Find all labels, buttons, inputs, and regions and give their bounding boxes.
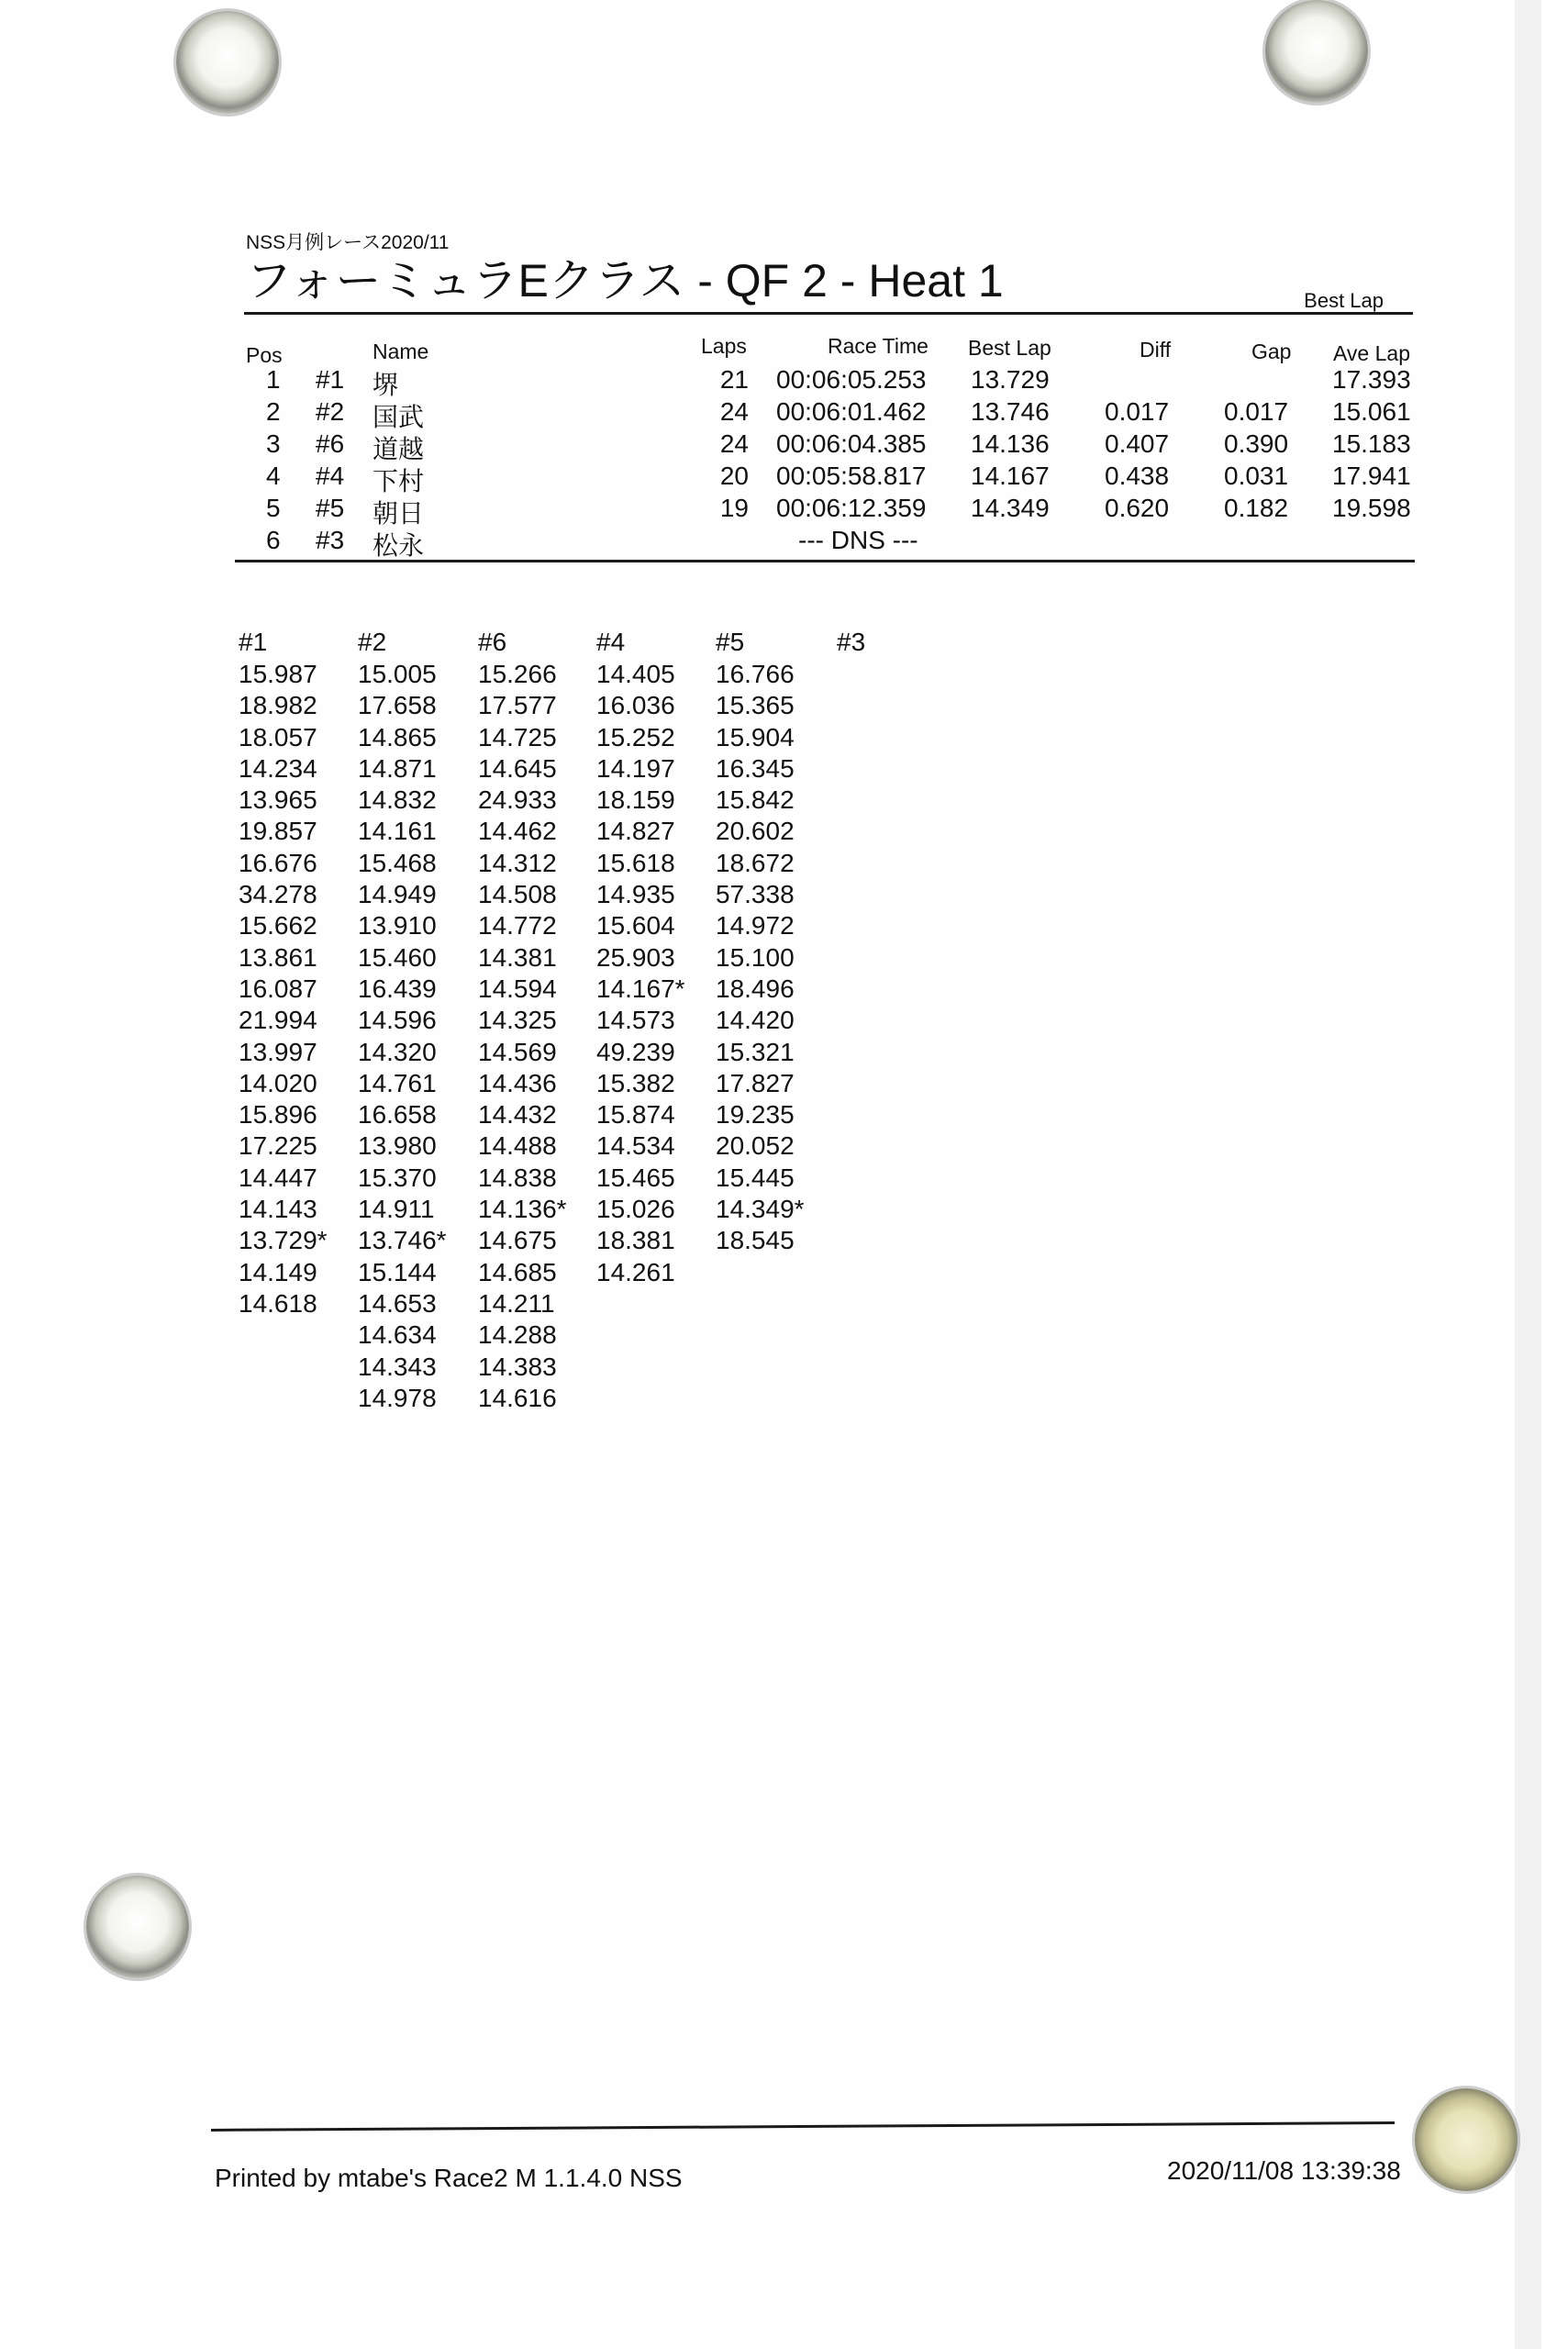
lap-time: 13.861 bbox=[239, 942, 317, 972]
result-race-time: 00:05:58.817 bbox=[776, 462, 927, 490]
lap-time: 15.604 bbox=[596, 911, 675, 941]
result-diff: 0.438 bbox=[1105, 462, 1170, 490]
result-laps: 24 bbox=[719, 397, 749, 426]
lap-time: 15.252 bbox=[596, 722, 675, 751]
result-no: #5 bbox=[316, 494, 345, 522]
lap-time: 16.439 bbox=[358, 974, 437, 1003]
lap-time: 16.345 bbox=[716, 753, 795, 783]
lap-column bbox=[358, 628, 447, 1414]
lap-time: 14.871 bbox=[358, 753, 437, 783]
col-race-time: Race Time bbox=[828, 334, 929, 358]
lap-time: 16.658 bbox=[358, 1100, 437, 1130]
lap-time: 14.436 bbox=[478, 1068, 557, 1097]
event-name: NSS月例レース2020/11 bbox=[246, 232, 450, 253]
magnet-top-left bbox=[176, 11, 279, 114]
footer-rule bbox=[211, 2121, 1395, 2132]
lap-time: 18.672 bbox=[716, 848, 795, 877]
lap-time: 14.343 bbox=[358, 1352, 437, 1381]
lap-time: 17.577 bbox=[478, 691, 557, 720]
paper-edge bbox=[1515, 0, 1541, 2349]
lap-time: 14.596 bbox=[358, 1006, 437, 1035]
result-best-lap: 14.136 bbox=[971, 429, 1050, 458]
lap-time: 15.365 bbox=[716, 691, 795, 720]
result-best-lap: 14.349 bbox=[971, 494, 1050, 522]
lap-time: 14.685 bbox=[478, 1257, 557, 1286]
result-ave-lap: 19.598 bbox=[1332, 494, 1411, 522]
magnet-bottom-left bbox=[86, 1876, 189, 1978]
result-ave-lap: 15.183 bbox=[1332, 429, 1411, 458]
lap-time: 18.496 bbox=[716, 974, 795, 1003]
lap-time: 15.460 bbox=[358, 942, 437, 972]
lap-time: 14.616 bbox=[478, 1383, 557, 1412]
lap-time: 14.534 bbox=[596, 1131, 675, 1161]
lap-time: 18.159 bbox=[596, 785, 675, 815]
lap-time: 20.602 bbox=[716, 817, 795, 846]
lap-time: 14.865 bbox=[358, 722, 437, 751]
lap-time: 15.370 bbox=[358, 1163, 437, 1192]
result-pos: 4 bbox=[266, 462, 281, 490]
lap-time: 17.658 bbox=[358, 691, 437, 720]
result-no: #1 bbox=[316, 365, 345, 394]
lap-time: 14.488 bbox=[478, 1131, 557, 1161]
result-name: 道越 bbox=[373, 435, 425, 463]
lap-time: 49.239 bbox=[596, 1037, 675, 1066]
lap-time: 16.036 bbox=[596, 691, 675, 720]
result-laps: 19 bbox=[719, 494, 749, 522]
lap-time: 15.874 bbox=[596, 1100, 675, 1130]
col-ave-lap: Ave Lap bbox=[1333, 341, 1410, 365]
lap-column-car: #2 bbox=[358, 628, 387, 656]
lap-time: 14.838 bbox=[478, 1163, 557, 1192]
lap-column-car: #3 bbox=[837, 628, 866, 656]
col-diff: Diff bbox=[1140, 338, 1172, 362]
lap-column-car: #1 bbox=[239, 628, 268, 656]
result-name: 朝日 bbox=[373, 499, 425, 528]
result-name: 下村 bbox=[373, 467, 425, 495]
result-pos: 2 bbox=[266, 397, 281, 426]
lap-time: 14.312 bbox=[478, 848, 557, 877]
best-lap-header: Best Lap bbox=[1304, 289, 1384, 312]
result-no: #4 bbox=[316, 462, 345, 490]
lap-time: 14.972 bbox=[716, 911, 795, 941]
lap-time: 18.982 bbox=[239, 691, 317, 720]
result-name: 堺 bbox=[373, 371, 399, 399]
result-ave-lap: 17.941 bbox=[1332, 462, 1411, 490]
result-diff: 0.620 bbox=[1105, 494, 1170, 522]
result-laps: 24 bbox=[719, 429, 749, 458]
lap-column bbox=[478, 628, 567, 1414]
lap-time: 18.381 bbox=[596, 1226, 675, 1255]
result-pos: 1 bbox=[266, 365, 281, 394]
lap-time: 21.994 bbox=[239, 1006, 317, 1035]
lap-time: 18.057 bbox=[239, 722, 317, 751]
lap-time: 14.911 bbox=[358, 1195, 435, 1224]
lap-column-car: #6 bbox=[478, 628, 507, 656]
lap-time: 17.225 bbox=[239, 1131, 317, 1161]
lap-time: 14.149 bbox=[239, 1257, 317, 1286]
lap-time: 18.545 bbox=[716, 1226, 795, 1255]
lap-time: 14.594 bbox=[478, 974, 557, 1003]
result-ave-lap: 17.393 bbox=[1332, 365, 1411, 394]
lap-time: 14.197 bbox=[596, 753, 675, 783]
lap-time: 14.447 bbox=[239, 1163, 317, 1192]
lap-time: 14.288 bbox=[478, 1320, 557, 1350]
result-pos: 3 bbox=[266, 429, 281, 458]
lap-time: 14.462 bbox=[478, 817, 557, 846]
lap-time: 13.997 bbox=[239, 1037, 317, 1066]
lap-time: 34.278 bbox=[239, 880, 317, 909]
lap-time: 14.143 bbox=[239, 1195, 317, 1224]
lap-time: 15.100 bbox=[716, 942, 795, 972]
result-gap: 0.390 bbox=[1224, 429, 1289, 458]
lap-column bbox=[837, 628, 865, 659]
lap-time: 16.676 bbox=[239, 848, 317, 877]
lap-column-car: #4 bbox=[596, 628, 626, 656]
lap-time: 15.321 bbox=[716, 1037, 795, 1066]
magnet-top-right bbox=[1265, 0, 1368, 103]
lap-time: 14.573 bbox=[596, 1006, 675, 1035]
lap-time: 15.266 bbox=[478, 660, 557, 688]
lap-time: 14.675 bbox=[478, 1226, 557, 1255]
lap-time: 19.235 bbox=[716, 1100, 795, 1130]
result-name: 国武 bbox=[373, 403, 425, 431]
result-no: #6 bbox=[316, 429, 345, 458]
lap-time: 14.432 bbox=[478, 1100, 557, 1130]
lap-time: 14.167* bbox=[596, 974, 685, 1003]
lap-time: 15.904 bbox=[716, 722, 795, 751]
lap-column bbox=[716, 628, 805, 1257]
lap-time: 14.645 bbox=[478, 753, 557, 783]
lap-time: 15.382 bbox=[596, 1068, 675, 1097]
lap-time: 17.827 bbox=[716, 1068, 795, 1097]
result-best-lap: 13.746 bbox=[971, 397, 1050, 426]
lap-time: 19.857 bbox=[239, 817, 317, 846]
result-pos: 6 bbox=[266, 526, 281, 554]
lap-time: 13.746* bbox=[358, 1226, 447, 1255]
result-diff: 0.017 bbox=[1105, 397, 1170, 426]
lap-time: 15.465 bbox=[596, 1163, 675, 1192]
lap-time: 14.136* bbox=[478, 1195, 567, 1224]
lap-time: 14.772 bbox=[478, 911, 557, 941]
printed-by: Printed by mtabe's Race2 M 1.1.4.0 NSS bbox=[215, 2164, 683, 2192]
result-no: #3 bbox=[316, 526, 345, 554]
lap-time: 14.325 bbox=[478, 1006, 557, 1035]
lap-time: 15.445 bbox=[716, 1163, 795, 1192]
lap-time: 14.383 bbox=[478, 1352, 557, 1381]
lap-time: 14.405 bbox=[596, 660, 675, 688]
lap-time: 14.320 bbox=[358, 1037, 437, 1066]
result-best-lap: 14.167 bbox=[971, 462, 1050, 490]
lap-time: 15.468 bbox=[358, 848, 437, 877]
lap-time: 14.978 bbox=[358, 1383, 437, 1412]
col-gap: Gap bbox=[1251, 340, 1292, 363]
lap-time: 13.910 bbox=[358, 911, 437, 941]
header-rule bbox=[244, 312, 1413, 315]
lap-time: 14.420 bbox=[716, 1006, 795, 1035]
result-race-time: 00:06:01.462 bbox=[776, 397, 927, 426]
col-laps: Laps bbox=[701, 334, 747, 358]
result-gap: 0.017 bbox=[1224, 397, 1289, 426]
result-race-time: 00:06:05.253 bbox=[776, 365, 927, 394]
results-rule bbox=[235, 560, 1415, 562]
lap-time: 15.144 bbox=[358, 1257, 437, 1286]
lap-column bbox=[596, 628, 685, 1288]
lap-time: 14.569 bbox=[478, 1037, 557, 1066]
result-race-time: 00:06:12.359 bbox=[776, 494, 927, 522]
result-diff: 0.407 bbox=[1105, 429, 1170, 458]
lap-time: 15.618 bbox=[596, 848, 675, 877]
lap-time: 14.725 bbox=[478, 722, 557, 751]
lap-time: 14.618 bbox=[239, 1288, 317, 1318]
result-gap: 0.182 bbox=[1224, 494, 1289, 522]
lap-time: 13.980 bbox=[358, 1131, 437, 1161]
lap-time: 13.965 bbox=[239, 785, 317, 815]
magnet-bottom-right bbox=[1415, 2088, 1518, 2191]
lap-time: 14.349* bbox=[716, 1195, 805, 1224]
lap-time: 14.234 bbox=[239, 753, 317, 783]
result-laps: 20 bbox=[719, 462, 749, 490]
lap-time: 15.842 bbox=[716, 785, 795, 815]
result-best-lap: 13.729 bbox=[971, 365, 1050, 394]
result-race-time: 00:06:04.385 bbox=[776, 429, 927, 458]
lap-time: 14.634 bbox=[358, 1320, 437, 1350]
col-best-lap: Best Lap bbox=[968, 336, 1051, 360]
lap-time: 14.020 bbox=[239, 1068, 317, 1097]
lap-time: 14.261 bbox=[596, 1257, 675, 1286]
lap-time: 57.338 bbox=[716, 880, 795, 909]
lap-time: 15.005 bbox=[358, 660, 437, 688]
lap-column bbox=[239, 628, 328, 1319]
lap-time: 14.761 bbox=[358, 1068, 437, 1097]
col-pos: Pos bbox=[246, 343, 283, 367]
lap-time: 15.026 bbox=[596, 1195, 675, 1224]
result-race-time: --- DNS --- bbox=[798, 526, 918, 554]
lap-time: 25.903 bbox=[596, 942, 675, 972]
result-ave-lap: 15.061 bbox=[1332, 397, 1411, 426]
result-no: #2 bbox=[316, 397, 345, 426]
print-timestamp: 2020/11/08 13:39:38 bbox=[1167, 2156, 1401, 2185]
result-gap: 0.031 bbox=[1224, 462, 1289, 490]
lap-time: 15.662 bbox=[239, 911, 317, 941]
lap-time: 14.653 bbox=[358, 1288, 437, 1318]
lap-time: 13.729* bbox=[239, 1226, 328, 1255]
lap-time: 14.949 bbox=[358, 880, 437, 909]
lap-time: 15.987 bbox=[239, 660, 317, 688]
lap-time: 14.211 bbox=[478, 1288, 555, 1318]
lap-time: 14.832 bbox=[358, 785, 437, 815]
lap-time: 14.508 bbox=[478, 880, 557, 909]
lap-time: 14.827 bbox=[596, 817, 675, 846]
lap-time: 14.935 bbox=[596, 880, 675, 909]
lap-time: 16.087 bbox=[239, 974, 317, 1003]
result-laps: 21 bbox=[719, 365, 749, 394]
lap-column-car: #5 bbox=[716, 628, 745, 656]
lap-time: 15.896 bbox=[239, 1100, 317, 1130]
result-pos: 5 bbox=[266, 494, 281, 522]
page-title: フォーミュラEクラス - QF 2 - Heat 1 bbox=[246, 255, 1004, 306]
result-name: 松永 bbox=[373, 531, 425, 560]
lap-time: 24.933 bbox=[478, 785, 557, 815]
lap-time: 16.766 bbox=[716, 660, 795, 688]
lap-time: 20.052 bbox=[716, 1131, 795, 1161]
lap-time: 14.381 bbox=[478, 942, 557, 972]
lap-time: 14.161 bbox=[358, 817, 437, 846]
col-name: Name bbox=[373, 340, 429, 363]
